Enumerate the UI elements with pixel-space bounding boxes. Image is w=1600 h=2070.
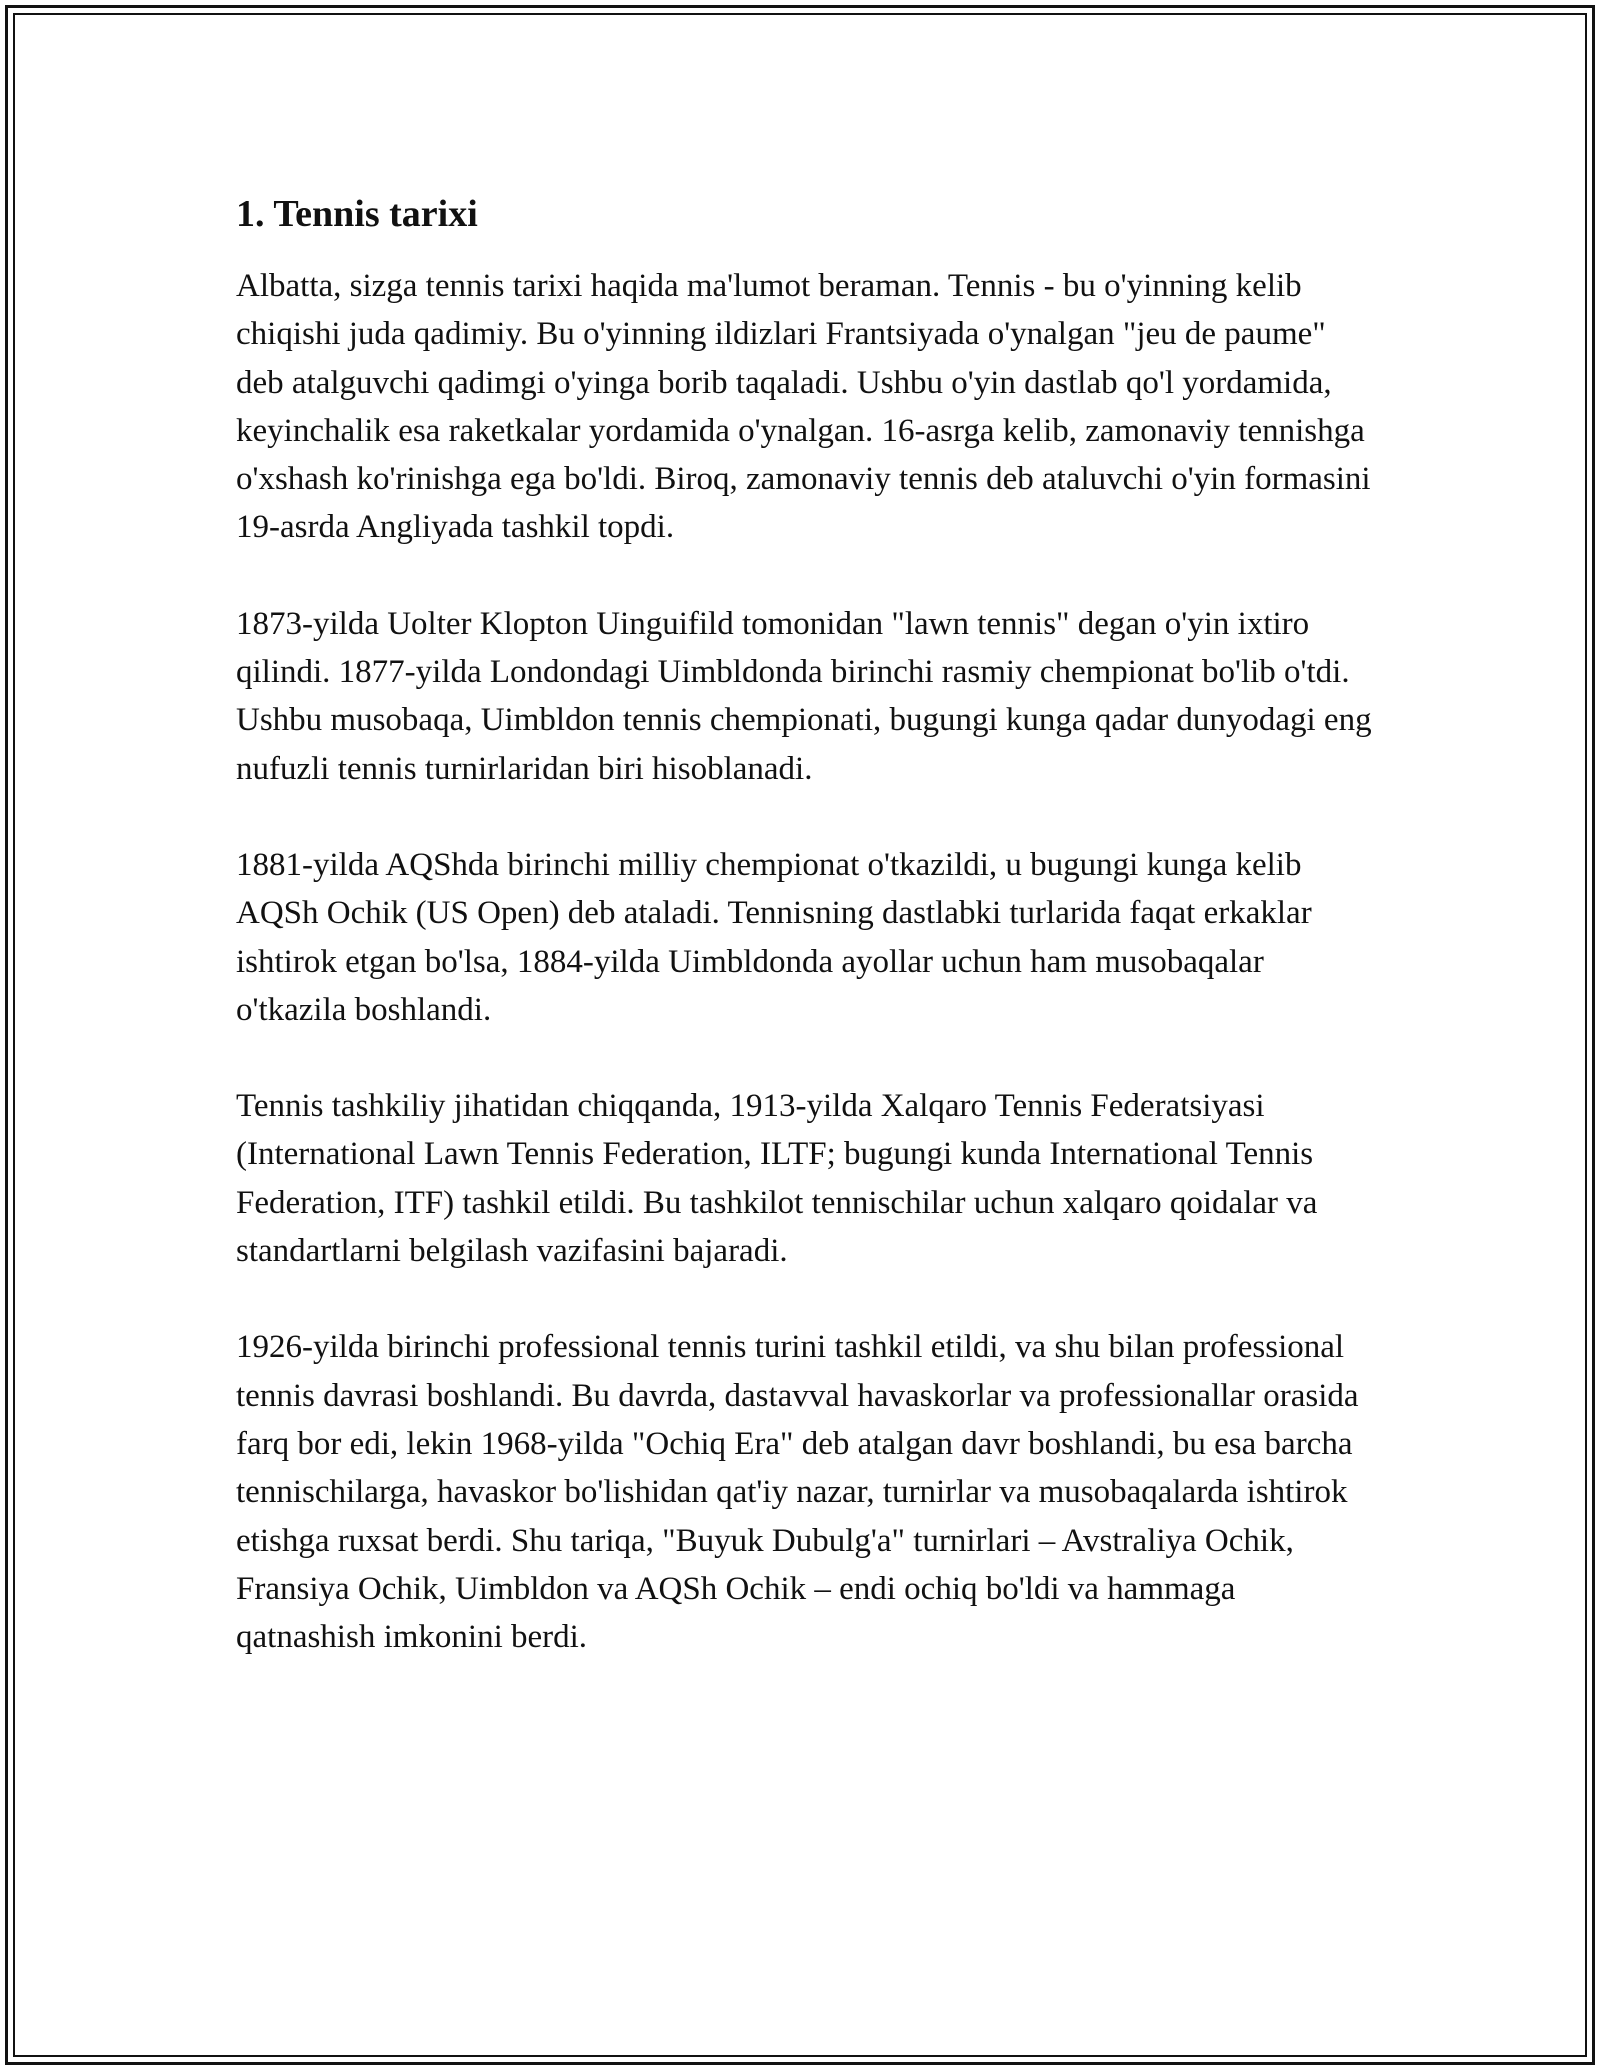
- paragraph-open-era: 1926-yilda birinchi professional tennis turini tashkil etildi, va shu bilan professional tennis davrasi boshlandi. Bu davrda, dastavval havaskorlar va professionallar orasida farq bor edi, lekin 1968-yilda "Ochiq Era" deb atalgan davr boshlandi, bu esa barcha tennischilarga, havaskor bo'lishidan qat'iy nazar, turnirlar va musobaqalarda ishtirok etishga ruxsat berdi. Shu tariqa, "Buyuk Dubulg'a" turnirlari – Avstraliya Ochik, Fransiya Ochik, Uimbldon va AQSh Ochik – endi ochiq bo'ldi va hammaga qatnashish imkonini berdi.: [236, 1329, 1359, 1656]
- document-body: [236, 186, 1376, 1709]
- section-heading: 1. Tennis tarixi: [236, 193, 478, 235]
- paragraph-lawn-tennis: 1873-yilda Uolter Klopton Uinguifild tomonidan "lawn tennis" degan o'yin ixtiro qilindi. 1877-yilda Londondagi Uimbldonda birinchi rasmiy chempionat bo'lib o'tdi. Ushbu musobaqa, Uimbldon tennis chempionati, bugungi kunga qadar dunyodagi eng nufuzli tennis turnirlaridan biri hisoblanadi.: [236, 605, 1372, 787]
- paragraph-origins: Albatta, sizga tennis tarixi haqida ma'lumot beraman. Tennis - bu o'yinning kelib chiqishi juda qadimiy. Bu o'yinning ildizlari Frantsiyada o'ynalgan "jeu de paume" deb atalguvchi qadimgi o'yinga borib taqaladi. Ushbu o'yin dastlab qo'l yordamida, keyinchalik esa raketkalar yordamida o'ynalgan. 16-asrga kelib, zamonaviy tennishga o'xshash ko'rinishga ega bo'ldi. Biroq, zamonaviy tennis deb ataluvchi o'yin formasini 19-asrda Angliyada tashkil topdi.: [236, 268, 1371, 546]
- paragraph-us-championship: 1881-yilda AQShda birinchi milliy chempionat o'tkazildi, u bugungi kunga kelib AQSh Ochik (US Open) deb ataladi. Tennisning dastlabki turlarida faqat erkaklar ishtirok etgan bo'lsa, 1884-yilda Uimbldonda ayollar uchun ham musobaqalar o'tkazila boshlandi.: [236, 846, 1312, 1028]
- paragraph-itf: Tennis tashkiliy jihatidan chiqqanda, 1913-yilda Xalqaro Tennis Federatsiyasi (International Lawn Tennis Federation, ILTF; bugungi kunda International Tennis Federation, ITF) tashkil etildi. Bu tashkilot tennischilar uchun xalqaro qoidalar va standartlarni belgilash vazifasini bajaradi.: [236, 1088, 1318, 1270]
